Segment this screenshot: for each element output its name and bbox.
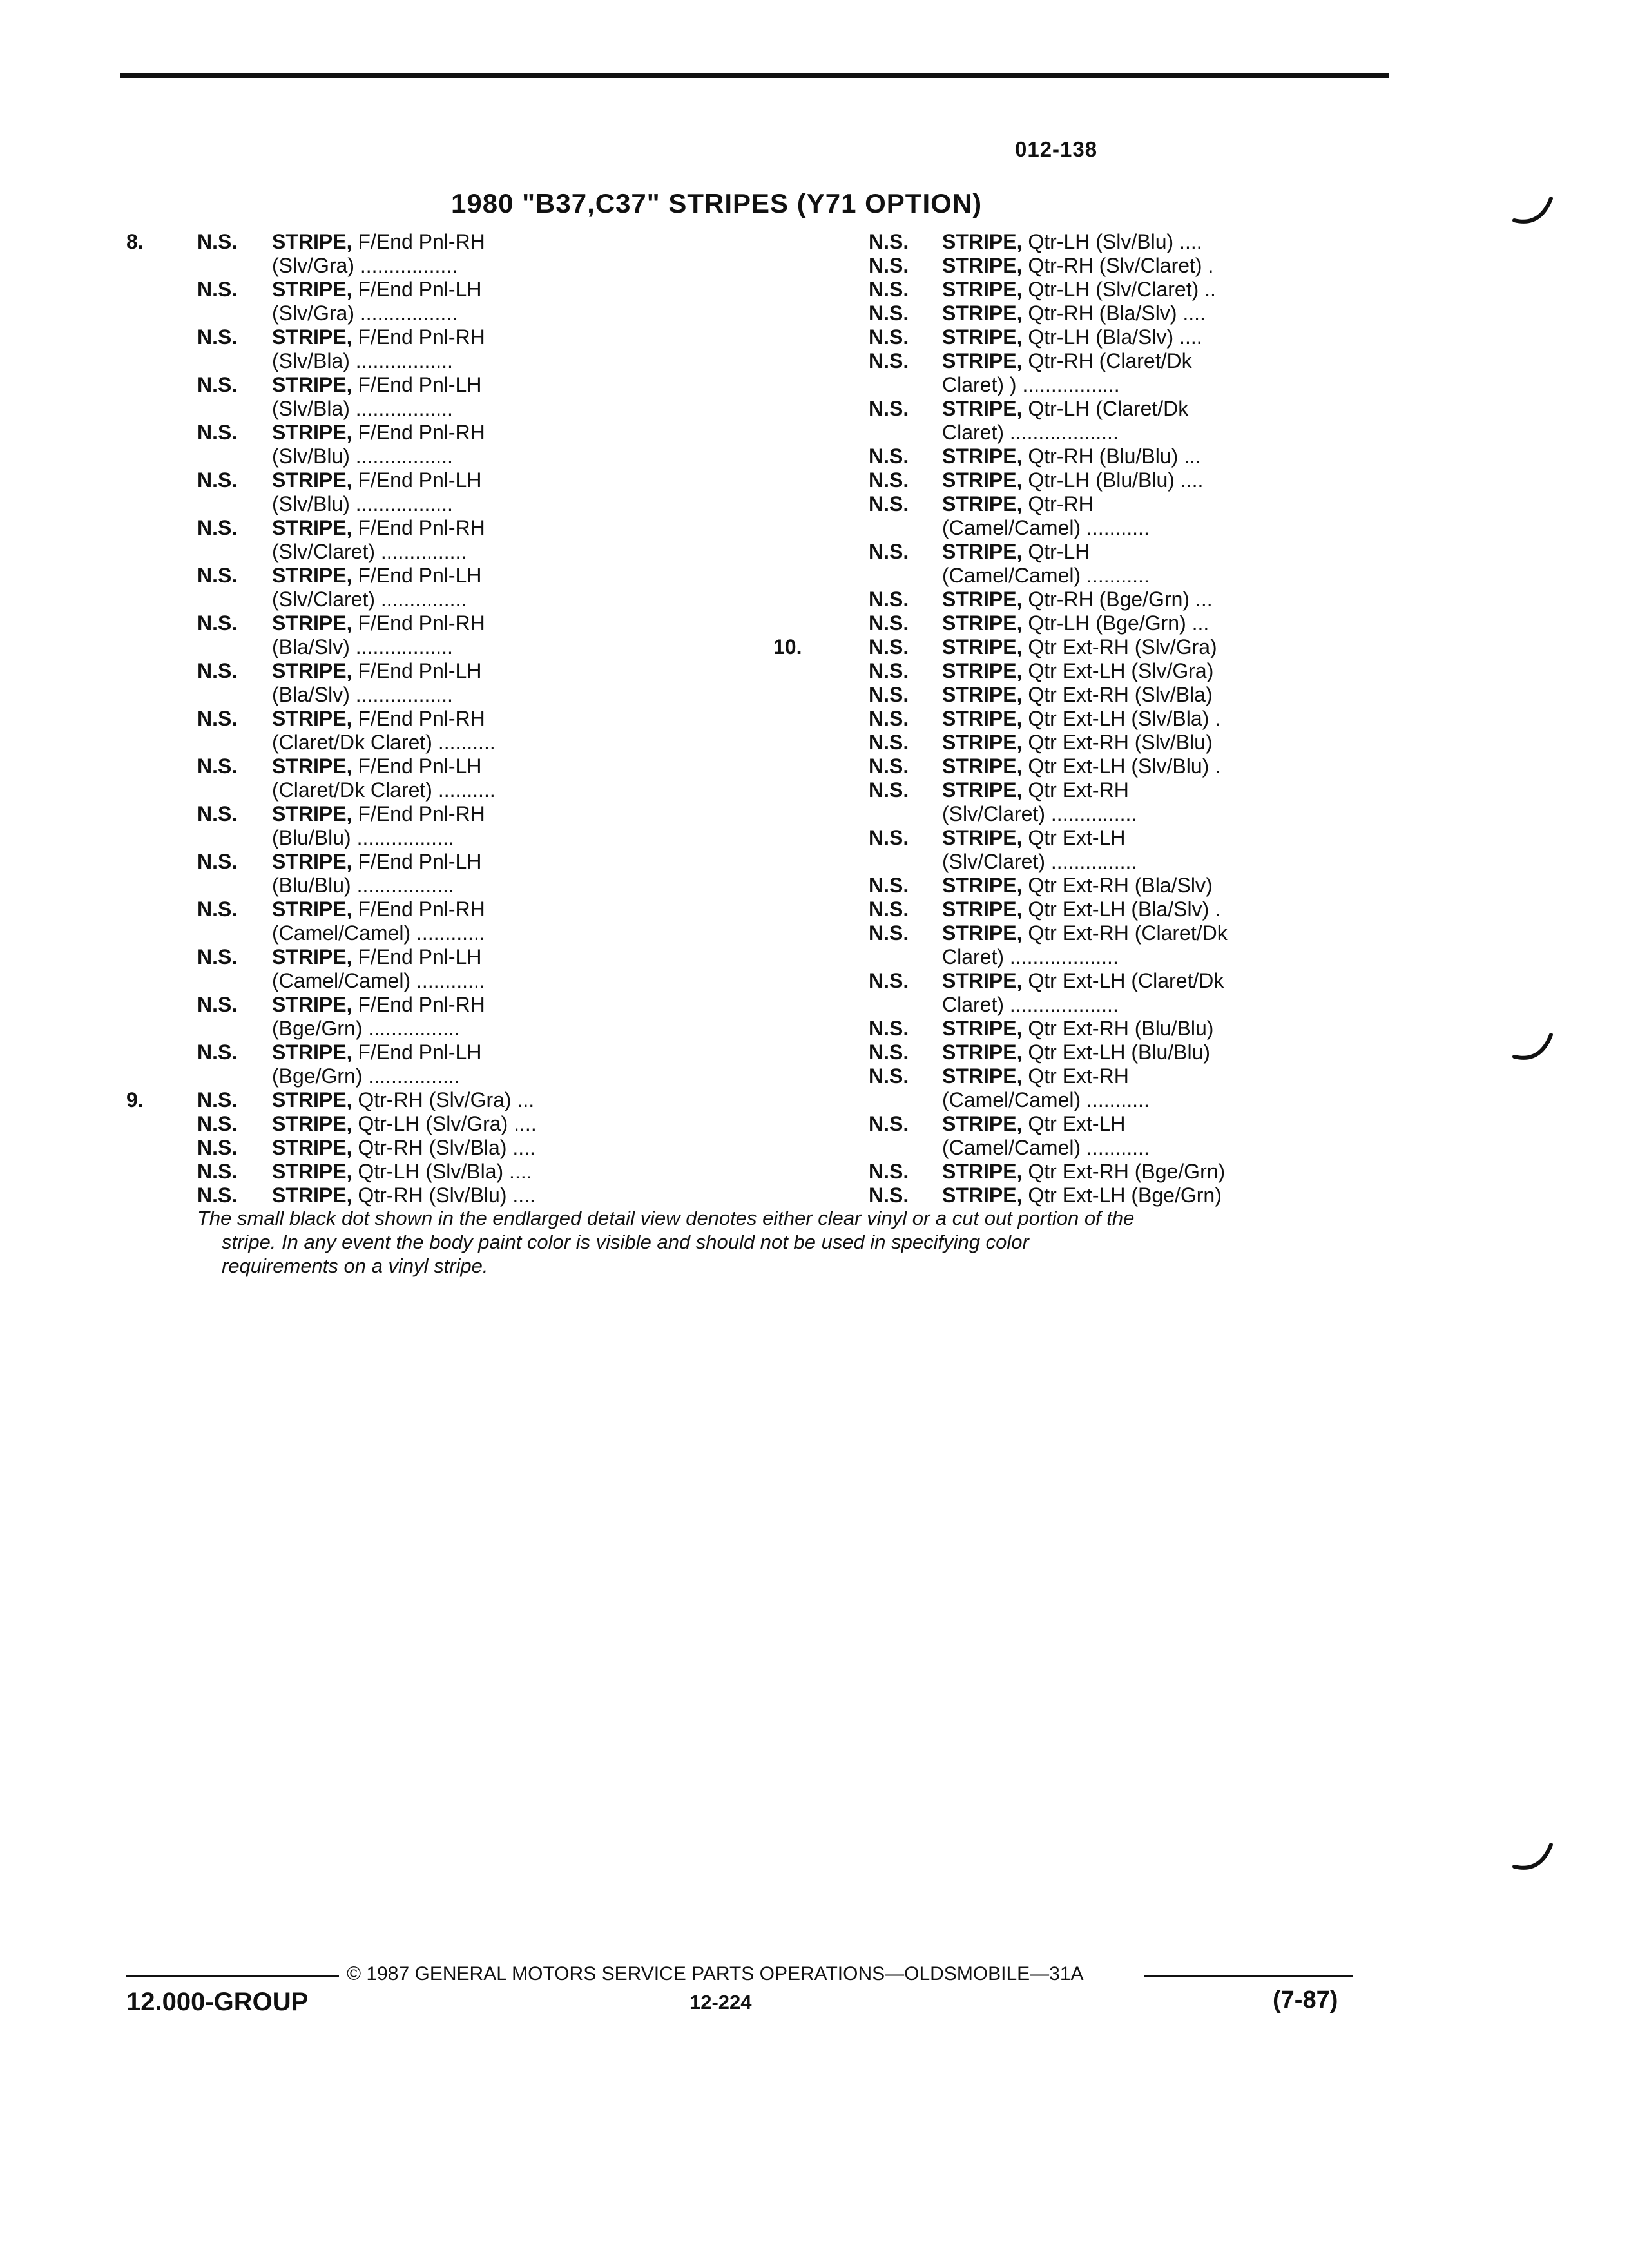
part-keyword: STRIPE, bbox=[272, 516, 352, 539]
part-keyword: STRIPE, bbox=[272, 1112, 352, 1135]
list-item bbox=[773, 707, 1276, 731]
part-number: N.S. bbox=[869, 588, 909, 611]
part-description: Qtr-RH (Slv/Claret) . bbox=[1022, 254, 1214, 277]
footer-date: (7-87) bbox=[1273, 1986, 1338, 2013]
part-number: N.S. bbox=[197, 1160, 238, 1183]
binder-mark-icon bbox=[1511, 1030, 1556, 1068]
part-description-cont: (Claret/Dk Claret) .......... bbox=[272, 731, 496, 754]
part-keyword: STRIPE, bbox=[272, 468, 352, 492]
part-keyword: STRIPE, bbox=[272, 850, 352, 873]
part-number: N.S. bbox=[869, 397, 909, 420]
part-keyword: STRIPE, bbox=[272, 993, 352, 1016]
part-description-cont: (Camel/Camel) ........... bbox=[942, 1136, 1150, 1159]
list-item bbox=[126, 1112, 610, 1136]
part-number: N.S. bbox=[869, 468, 909, 492]
list-item bbox=[773, 635, 1276, 659]
list-item bbox=[126, 278, 610, 325]
part-keyword: STRIPE, bbox=[942, 874, 1023, 897]
part-number: N.S. bbox=[869, 707, 909, 730]
list-item bbox=[126, 802, 610, 850]
part-description-cont: Claret) ................... bbox=[942, 993, 1119, 1016]
parts-list-right bbox=[773, 230, 1276, 1207]
part-description-cont: (Camel/Camel) ........... bbox=[942, 564, 1150, 587]
part-description: Qtr-LH (Slv/Claret) .. bbox=[1022, 278, 1216, 301]
part-description: F/End Pnl-RH bbox=[352, 707, 485, 730]
part-keyword: STRIPE, bbox=[272, 1088, 352, 1111]
part-description: F/End Pnl-LH bbox=[352, 754, 482, 778]
part-description-cont: Claret) ................... bbox=[942, 421, 1119, 444]
part-description-cont: Claret) ................... bbox=[942, 945, 1119, 968]
part-description-cont: (Camel/Camel) ........... bbox=[942, 1088, 1150, 1111]
binder-mark-icon bbox=[1511, 193, 1556, 232]
part-description-cont: (Slv/Claret) ............... bbox=[942, 850, 1137, 873]
part-description-cont: (Camel/Camel) ............ bbox=[272, 969, 485, 992]
part-description: Qtr-LH (Slv/Gra) .... bbox=[352, 1112, 537, 1135]
list-item bbox=[126, 1136, 610, 1160]
part-description: Qtr Ext-RH (Slv/Bla) bbox=[1022, 683, 1213, 706]
part-number: N.S. bbox=[197, 945, 238, 968]
part-keyword: STRIPE, bbox=[942, 349, 1023, 372]
part-description-cont: (Slv/Bla) ................. bbox=[272, 397, 453, 420]
list-item bbox=[126, 468, 610, 516]
list-item bbox=[773, 1041, 1276, 1064]
list-item bbox=[773, 349, 1276, 397]
list-item bbox=[126, 516, 610, 564]
list-item bbox=[126, 1041, 610, 1088]
part-description: F/End Pnl-LH bbox=[352, 278, 482, 301]
list-item bbox=[126, 1160, 610, 1184]
part-number: N.S. bbox=[869, 325, 909, 349]
part-description: Qtr-RH (Slv/Gra) ... bbox=[352, 1088, 535, 1111]
part-keyword: STRIPE, bbox=[942, 707, 1023, 730]
part-description: Qtr Ext-RH (Blu/Blu) bbox=[1022, 1017, 1214, 1040]
list-item bbox=[126, 421, 610, 468]
part-keyword: STRIPE, bbox=[272, 945, 352, 968]
part-description: Qtr Ext-LH (Slv/Bla) . bbox=[1022, 707, 1221, 730]
part-keyword: STRIPE, bbox=[272, 659, 352, 682]
part-keyword: STRIPE, bbox=[942, 611, 1023, 635]
part-number: N.S. bbox=[869, 349, 909, 372]
part-keyword: STRIPE, bbox=[272, 1160, 352, 1183]
part-description-cont: (Bge/Grn) ................ bbox=[272, 1017, 460, 1040]
part-description: Qtr Ext-LH (Slv/Gra) bbox=[1022, 659, 1214, 682]
part-number: N.S. bbox=[869, 635, 909, 658]
list-item bbox=[126, 993, 610, 1041]
page-title: 1980 "B37,C37" STRIPES (Y71 OPTION) bbox=[451, 188, 983, 218]
footnote-line: The small black dot shown in the endlarged detail view denotes either clear vinyl or a cut out portion of the bbox=[197, 1207, 1135, 1229]
part-keyword: STRIPE, bbox=[272, 1136, 352, 1159]
part-number: N.S. bbox=[197, 802, 238, 825]
footer-page-number: 12-224 bbox=[689, 1991, 752, 2013]
part-number: N.S. bbox=[197, 1112, 238, 1135]
part-description: Qtr-LH (Bge/Grn) ... bbox=[1022, 611, 1210, 635]
binder-mark-icon bbox=[1511, 1840, 1556, 1878]
part-number: N.S. bbox=[869, 445, 909, 468]
copyright: © 1987 GENERAL MOTORS SERVICE PARTS OPERATIONS—OLDSMOBILE—31A bbox=[347, 1963, 1084, 1984]
part-description: Qtr-RH (Blu/Blu) ... bbox=[1022, 445, 1201, 468]
part-keyword: STRIPE, bbox=[272, 898, 352, 921]
part-description-cont: (Camel/Camel) ........... bbox=[942, 516, 1150, 539]
list-item bbox=[773, 898, 1276, 921]
part-number: N.S. bbox=[197, 564, 238, 587]
part-description: F/End Pnl-RH bbox=[352, 802, 485, 825]
footnote-line: stripe. In any event the body paint color is visible and should not be used in specifying color bbox=[222, 1231, 1029, 1253]
part-number: N.S. bbox=[869, 898, 909, 921]
part-description: F/End Pnl-RH bbox=[352, 993, 485, 1016]
part-number: N.S. bbox=[197, 707, 238, 730]
part-description: F/End Pnl-LH bbox=[352, 945, 482, 968]
part-description: Qtr-LH (Bla/Slv) .... bbox=[1022, 325, 1202, 349]
part-description: F/End Pnl-RH bbox=[352, 421, 485, 444]
part-keyword: STRIPE, bbox=[272, 564, 352, 587]
part-description: Qtr Ext-LH bbox=[1022, 826, 1126, 849]
part-number: N.S. bbox=[869, 302, 909, 325]
part-keyword: STRIPE, bbox=[272, 754, 352, 778]
part-number: N.S. bbox=[869, 540, 909, 563]
top-rule bbox=[120, 73, 1389, 78]
part-keyword: STRIPE, bbox=[942, 1064, 1023, 1088]
part-keyword: STRIPE, bbox=[942, 492, 1023, 515]
part-keyword: STRIPE, bbox=[272, 230, 352, 253]
list-item bbox=[126, 945, 610, 993]
part-number: N.S. bbox=[869, 278, 909, 301]
part-keyword: STRIPE, bbox=[942, 898, 1023, 921]
part-keyword: STRIPE, bbox=[942, 445, 1023, 468]
part-keyword: STRIPE, bbox=[942, 302, 1023, 325]
part-description: Qtr-RH (Bla/Slv) .... bbox=[1022, 302, 1206, 325]
part-number: N.S. bbox=[869, 1112, 909, 1135]
part-description-cont: (Slv/Gra) ................. bbox=[272, 254, 458, 277]
list-item bbox=[773, 1017, 1276, 1041]
part-description: Qtr-RH (Slv/Bla) .... bbox=[352, 1136, 535, 1159]
part-description-cont: (Slv/Blu) ................. bbox=[272, 492, 453, 515]
part-number: N.S. bbox=[869, 1041, 909, 1064]
part-description: Qtr Ext-LH (Slv/Blu) . bbox=[1022, 754, 1221, 778]
part-number: N.S. bbox=[197, 468, 238, 492]
list-item bbox=[773, 468, 1276, 492]
part-description: Qtr-RH bbox=[1022, 492, 1094, 515]
part-description-cont: (Bge/Grn) ................ bbox=[272, 1064, 460, 1088]
part-description-cont: Claret) ) ................. bbox=[942, 373, 1120, 396]
part-description: Qtr-LH (Slv/Blu) .... bbox=[1022, 230, 1202, 253]
part-description: F/End Pnl-LH bbox=[352, 468, 482, 492]
part-number: N.S. bbox=[197, 278, 238, 301]
list-item bbox=[773, 921, 1276, 969]
part-keyword: STRIPE, bbox=[942, 230, 1023, 253]
part-keyword: STRIPE, bbox=[942, 1041, 1023, 1064]
part-keyword: STRIPE, bbox=[272, 1184, 352, 1207]
part-description: F/End Pnl-RH bbox=[352, 230, 485, 253]
part-number: N.S. bbox=[197, 1136, 238, 1159]
part-keyword: STRIPE, bbox=[942, 588, 1023, 611]
part-description: Qtr Ext-RH bbox=[1022, 778, 1129, 802]
part-description: Qtr Ext-LH (Bla/Slv) . bbox=[1022, 898, 1221, 921]
part-description-cont: (Camel/Camel) ............ bbox=[272, 921, 485, 945]
list-item bbox=[773, 874, 1276, 898]
part-keyword: STRIPE, bbox=[942, 254, 1023, 277]
list-item bbox=[126, 659, 610, 707]
list-item bbox=[126, 230, 610, 278]
part-number: N.S. bbox=[869, 1064, 909, 1088]
list-item bbox=[773, 778, 1276, 826]
part-number: N.S. bbox=[197, 993, 238, 1016]
part-keyword: STRIPE, bbox=[272, 1041, 352, 1064]
list-item bbox=[773, 683, 1276, 707]
part-keyword: STRIPE, bbox=[272, 373, 352, 396]
list-item bbox=[126, 611, 610, 659]
part-number: N.S. bbox=[869, 826, 909, 849]
part-description-cont: (Bla/Slv) ................. bbox=[272, 683, 453, 706]
list-item bbox=[773, 230, 1276, 254]
part-description: F/End Pnl-LH bbox=[352, 850, 482, 873]
part-keyword: STRIPE, bbox=[272, 707, 352, 730]
part-description: F/End Pnl-RH bbox=[352, 325, 485, 349]
parts-list-left bbox=[126, 230, 610, 1207]
list-item bbox=[773, 540, 1276, 588]
part-description: Qtr Ext-LH (Bge/Grn) bbox=[1022, 1184, 1222, 1207]
part-description: Qtr Ext-RH (Slv/Gra) bbox=[1022, 635, 1217, 658]
part-number: N.S. bbox=[869, 1017, 909, 1040]
part-description: F/End Pnl-LH bbox=[352, 659, 482, 682]
part-number: N.S. bbox=[869, 778, 909, 802]
list-item bbox=[126, 373, 610, 421]
footnote bbox=[197, 1206, 1357, 1278]
part-keyword: STRIPE, bbox=[942, 1160, 1023, 1183]
part-keyword: STRIPE, bbox=[942, 325, 1023, 349]
part-number: N.S. bbox=[869, 230, 909, 253]
part-keyword: STRIPE, bbox=[942, 778, 1023, 802]
part-description: Qtr Ext-RH (Bge/Grn) bbox=[1022, 1160, 1226, 1183]
part-keyword: STRIPE, bbox=[272, 278, 352, 301]
part-keyword: STRIPE, bbox=[942, 278, 1023, 301]
list-item bbox=[773, 826, 1276, 874]
page-code: 012-138 bbox=[1015, 137, 1098, 161]
part-keyword: STRIPE, bbox=[942, 826, 1023, 849]
part-number: N.S. bbox=[197, 1041, 238, 1064]
part-keyword: STRIPE, bbox=[272, 611, 352, 635]
footnote-line: requirements on a vinyl stripe. bbox=[222, 1254, 488, 1277]
part-keyword: STRIPE, bbox=[272, 325, 352, 349]
part-keyword: STRIPE, bbox=[942, 731, 1023, 754]
part-keyword: STRIPE, bbox=[942, 969, 1023, 992]
part-number: N.S. bbox=[197, 373, 238, 396]
part-number: N.S. bbox=[869, 921, 909, 945]
list-item bbox=[773, 731, 1276, 754]
part-description: F/End Pnl-LH bbox=[352, 373, 482, 396]
part-number: N.S. bbox=[197, 325, 238, 349]
part-description: F/End Pnl-LH bbox=[352, 1041, 482, 1064]
part-keyword: STRIPE, bbox=[942, 754, 1023, 778]
list-item bbox=[773, 754, 1276, 778]
part-description-cont: (Claret/Dk Claret) .......... bbox=[272, 778, 496, 802]
group-number: 10. bbox=[773, 635, 802, 658]
part-description: Qtr-LH (Blu/Blu) .... bbox=[1022, 468, 1204, 492]
list-item bbox=[126, 1088, 610, 1112]
part-description: Qtr-LH bbox=[1022, 540, 1090, 563]
part-description: Qtr Ext-RH (Claret/Dk bbox=[1022, 921, 1228, 945]
part-description-cont: (Slv/Claret) ............... bbox=[272, 540, 467, 563]
list-item bbox=[773, 325, 1276, 349]
list-item bbox=[773, 969, 1276, 1017]
list-item bbox=[773, 611, 1276, 635]
footer-rule bbox=[126, 1975, 339, 1977]
list-item bbox=[773, 1064, 1276, 1112]
part-description: F/End Pnl-RH bbox=[352, 611, 485, 635]
list-item bbox=[773, 659, 1276, 683]
list-item bbox=[773, 397, 1276, 445]
part-number: N.S. bbox=[197, 516, 238, 539]
part-number: N.S. bbox=[869, 1160, 909, 1183]
part-keyword: STRIPE, bbox=[942, 659, 1023, 682]
part-description-cont: (Slv/Bla) ................. bbox=[272, 349, 453, 372]
part-number: N.S. bbox=[869, 754, 909, 778]
part-description: Qtr Ext-RH (Bla/Slv) bbox=[1022, 874, 1213, 897]
part-number: N.S. bbox=[197, 898, 238, 921]
list-item bbox=[773, 1184, 1276, 1207]
list-item bbox=[773, 1160, 1276, 1184]
footer-rule bbox=[1144, 1975, 1353, 1977]
part-description: F/End Pnl-LH bbox=[352, 564, 482, 587]
part-keyword: STRIPE, bbox=[942, 1112, 1023, 1135]
list-item bbox=[126, 325, 610, 373]
list-item bbox=[773, 445, 1276, 468]
part-number: N.S. bbox=[869, 254, 909, 277]
part-description-cont: (Bla/Slv) ................. bbox=[272, 635, 453, 658]
part-keyword: STRIPE, bbox=[942, 397, 1023, 420]
part-description: F/End Pnl-RH bbox=[352, 898, 485, 921]
part-keyword: STRIPE, bbox=[942, 1184, 1023, 1207]
part-description-cont: (Slv/Claret) ............... bbox=[942, 802, 1137, 825]
part-number: N.S. bbox=[197, 421, 238, 444]
part-description-cont: (Blu/Blu) ................. bbox=[272, 826, 454, 849]
part-number: N.S. bbox=[197, 611, 238, 635]
list-item bbox=[773, 492, 1276, 540]
part-number: N.S. bbox=[869, 874, 909, 897]
part-number: N.S. bbox=[197, 754, 238, 778]
list-item bbox=[126, 564, 610, 611]
part-number: N.S. bbox=[197, 1184, 238, 1207]
part-number: N.S. bbox=[197, 230, 238, 253]
part-description-cont: (Blu/Blu) ................. bbox=[272, 874, 454, 897]
part-number: N.S. bbox=[869, 969, 909, 992]
list-item bbox=[773, 588, 1276, 611]
part-description: Qtr Ext-RH (Slv/Blu) bbox=[1022, 731, 1213, 754]
part-keyword: STRIPE, bbox=[942, 1017, 1023, 1040]
part-number: N.S. bbox=[869, 659, 909, 682]
part-keyword: STRIPE, bbox=[942, 468, 1023, 492]
list-item bbox=[126, 1184, 610, 1207]
part-description: Qtr-LH (Claret/Dk bbox=[1022, 397, 1189, 420]
list-item bbox=[126, 707, 610, 754]
part-description: Qtr-RH (Slv/Blu) .... bbox=[352, 1184, 535, 1207]
list-item bbox=[773, 278, 1276, 302]
list-item bbox=[773, 254, 1276, 278]
list-item bbox=[126, 850, 610, 898]
group-number: 8. bbox=[126, 230, 144, 253]
part-number: N.S. bbox=[869, 1184, 909, 1207]
list-item bbox=[126, 898, 610, 945]
part-keyword: STRIPE, bbox=[272, 802, 352, 825]
part-keyword: STRIPE, bbox=[942, 921, 1023, 945]
part-description: Qtr Ext-RH bbox=[1022, 1064, 1129, 1088]
part-number: N.S. bbox=[869, 683, 909, 706]
group-number: 9. bbox=[126, 1088, 144, 1111]
list-item bbox=[126, 754, 610, 802]
part-description: Qtr Ext-LH (Blu/Blu) bbox=[1022, 1041, 1211, 1064]
part-description: Qtr-RH (Bge/Grn) ... bbox=[1022, 588, 1213, 611]
part-number: N.S. bbox=[197, 659, 238, 682]
part-description-cont: (Slv/Gra) ................. bbox=[272, 302, 458, 325]
part-description: Qtr Ext-LH (Claret/Dk bbox=[1022, 969, 1224, 992]
list-item bbox=[773, 1112, 1276, 1160]
part-number: N.S. bbox=[869, 731, 909, 754]
part-description-cont: (Slv/Claret) ............... bbox=[272, 588, 467, 611]
part-number: N.S. bbox=[197, 850, 238, 873]
part-description-cont: (Slv/Blu) ................. bbox=[272, 445, 453, 468]
part-number: N.S. bbox=[869, 611, 909, 635]
part-description: Qtr Ext-LH bbox=[1022, 1112, 1126, 1135]
part-description: F/End Pnl-RH bbox=[352, 516, 485, 539]
part-number: N.S. bbox=[197, 1088, 238, 1111]
part-keyword: STRIPE, bbox=[272, 421, 352, 444]
part-keyword: STRIPE, bbox=[942, 683, 1023, 706]
footer-group: 12.000-GROUP bbox=[126, 1988, 309, 2016]
part-description: Qtr-LH (Slv/Bla) .... bbox=[352, 1160, 532, 1183]
part-number: N.S. bbox=[869, 492, 909, 515]
part-keyword: STRIPE, bbox=[942, 540, 1023, 563]
part-keyword: STRIPE, bbox=[942, 635, 1023, 658]
part-description: Qtr-RH (Claret/Dk bbox=[1022, 349, 1192, 372]
list-item bbox=[773, 302, 1276, 325]
